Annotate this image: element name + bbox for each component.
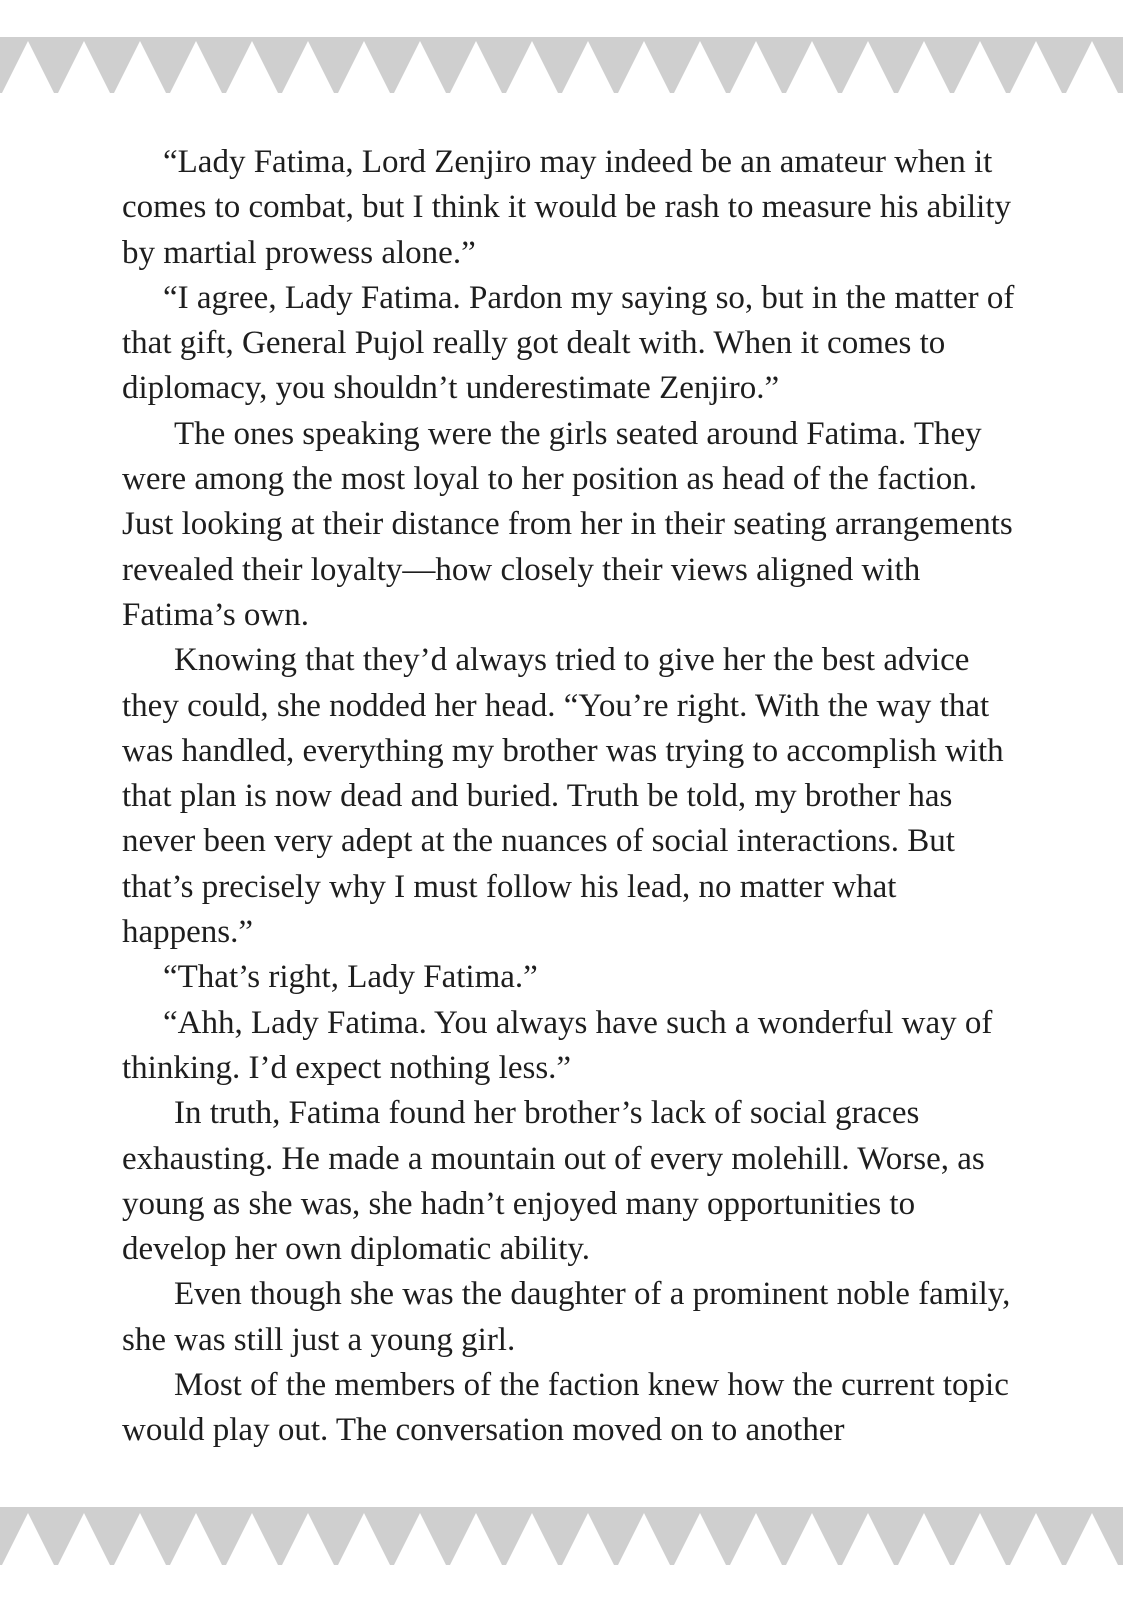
- paragraph: Knowing that they’d always tried to give her the best advice they could, she nodded her head. “You’re right. With the way that was handled, everything my brother was trying to accomplish with that plan is now dead and buried. Truth be told, my brother has never been very adept at the nuances of social interactions. But that’s precisely why I must follow his lead, no matter what happens.”: [122, 642, 1004, 951]
- paragraph: “That’s right, Lady Fatima.”: [163, 959, 538, 996]
- paragraph: Most of the members of the faction knew how the current topic would play out. The conversation moved on to another: [122, 1367, 1009, 1449]
- body-text: [122, 140, 1022, 1454]
- paragraph: Even though she was the daughter of a prominent noble family, she was still just a young girl.: [122, 1276, 1011, 1358]
- bottom-triangle-border: [0, 1507, 1123, 1565]
- paragraph: “Lady Fatima, Lord Zenjiro may indeed be an amateur when it comes to combat, but I think it would be rash to measure his ability by martial prowess alone.”: [122, 144, 1012, 271]
- paragraph: In truth, Fatima found her brother’s lack of social graces exhausting. He made a mountain out of every molehill. Worse, as young as she was, she hadn’t enjoyed many opportunities to develop her own diplomatic ability.: [122, 1095, 985, 1268]
- top-triangle-border: [0, 35, 1123, 93]
- paragraph: “Ahh, Lady Fatima. You always have such a wonderful way of thinking. I’d expect nothing less.”: [122, 1004, 993, 1086]
- paragraph: “I agree, Lady Fatima. Pardon my saying so, but in the matter of that gift, General Pujol really got dealt with. When it comes to diplomacy, you shouldn’t underestimate Zenjiro.”: [122, 279, 1015, 407]
- paragraph: The ones speaking were the girls seated around Fatima. They were among the most loyal to her position as head of the faction. Just looking at their distance from her in their seating arrangements revealed their loyalty—how closely their views aligned with Fatima’s own.: [122, 415, 1013, 633]
